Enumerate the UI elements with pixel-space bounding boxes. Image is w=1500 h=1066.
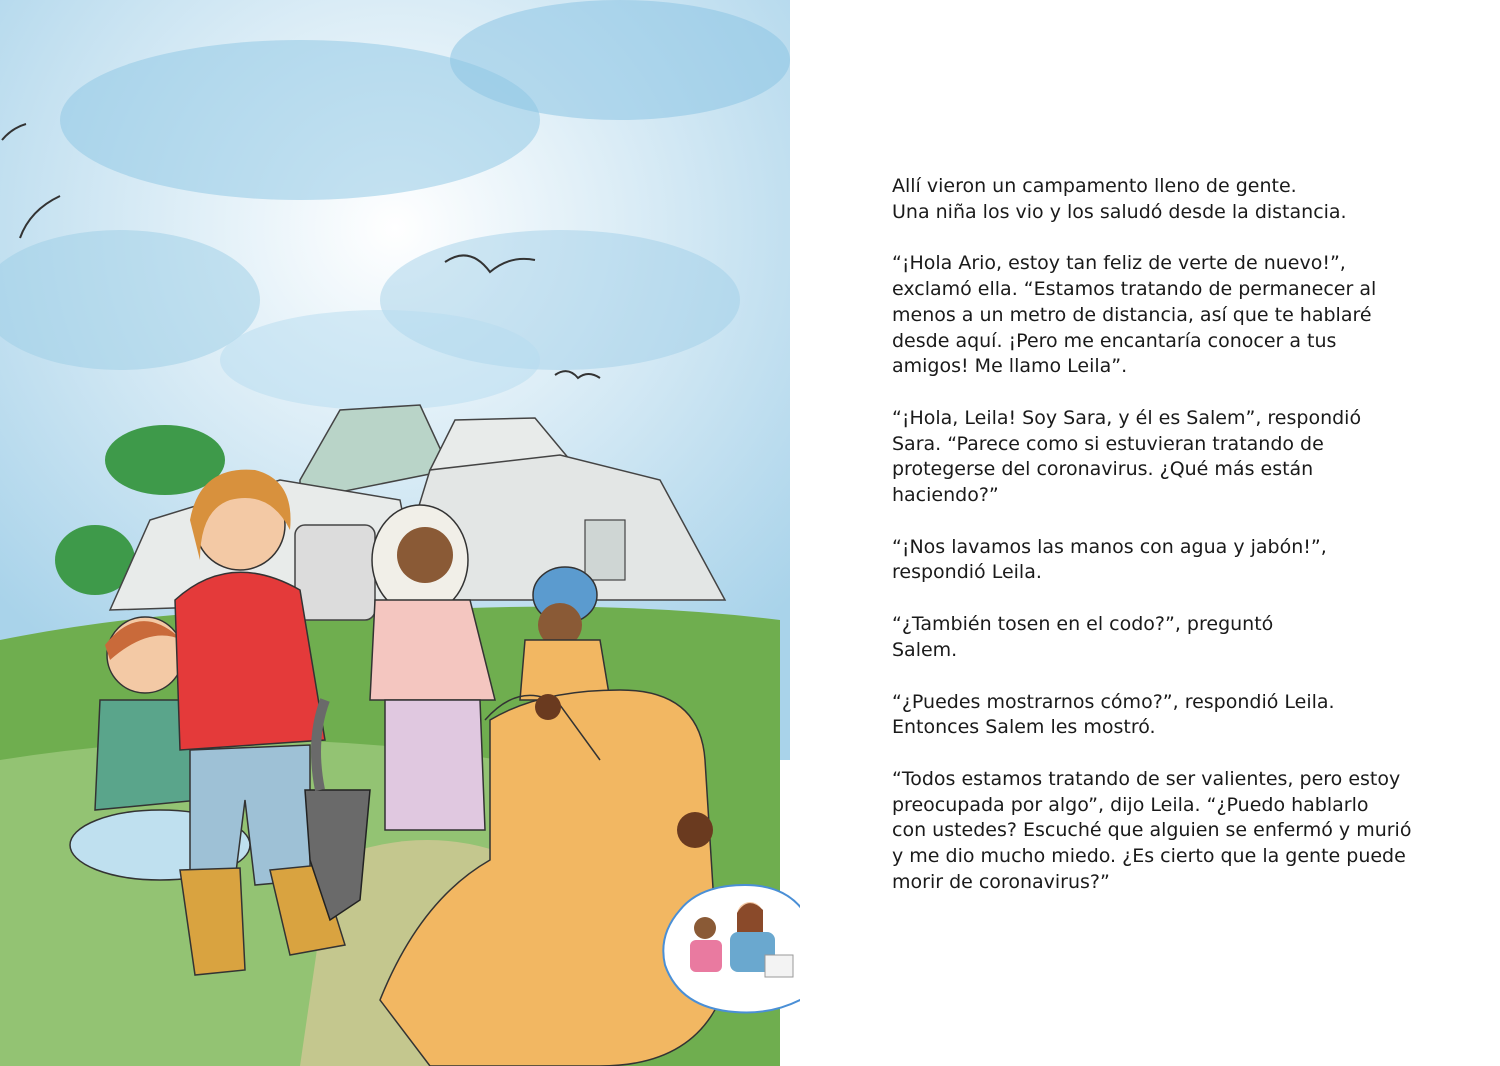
bubble-child-body <box>690 940 722 972</box>
sky-wash <box>220 310 540 410</box>
bubble-child-head <box>694 917 716 939</box>
water-tank <box>295 525 375 620</box>
leila-face <box>397 527 453 583</box>
text-line: exclamó ella. “Estamos tratando de permanecer al <box>892 278 1377 301</box>
paragraph <box>892 406 1452 509</box>
paragraph <box>892 612 1452 663</box>
text-line: Salem. <box>892 638 958 661</box>
text-line: Allí vieron un campamento lleno de gente. <box>892 175 1297 197</box>
text-line: desde aquí. ¡Pero me encantaría conocer a tus <box>892 329 1337 352</box>
bubble-paper <box>765 955 793 977</box>
paragraph <box>892 174 1452 225</box>
text-line: Sara. “Parece como si estuvieran tratando de <box>892 432 1324 455</box>
salem-hair <box>677 812 713 848</box>
text-line: con ustedes? Escuché que alguien se enfermó y murió <box>892 819 1412 842</box>
text-line: “¡Hola, Leila! Soy Sara, y él es Salem”, respondió <box>892 406 1362 429</box>
paragraph <box>892 690 1452 741</box>
sky-wash <box>450 0 790 120</box>
text-line: “Todos estamos tratando de ser valientes, pero estoy <box>892 767 1401 790</box>
text-line: “¡Nos lavamos las manos con agua y jabón!”, <box>892 535 1327 558</box>
text-line: “¿También tosen en el codo?”, preguntó <box>892 613 1274 636</box>
text-line: Entonces Salem les mostró. <box>892 716 1156 739</box>
salem-hair <box>535 694 561 720</box>
text-line: protegerse del coronavirus. ¿Qué más están <box>892 458 1314 481</box>
story-text <box>892 174 1452 921</box>
bubble-adult-hair <box>737 903 763 935</box>
text-line: haciendo?” <box>892 484 999 507</box>
text-line: “¡Hola Ario, estoy tan feliz de verte de nuevo!”, <box>892 252 1346 275</box>
text-line: “¿Puedes mostrarnos cómo?”, respondió Leila. <box>892 690 1335 713</box>
text-line: amigos! Me llamo Leila”. <box>892 355 1128 378</box>
text-line: y me dio mucho miedo. ¿Es cierto que la gente puede <box>892 845 1406 868</box>
paragraph <box>892 767 1452 896</box>
text-line: morir de coronavirus?” <box>892 870 1110 893</box>
text-line: respondió Leila. <box>892 561 1042 584</box>
paragraph <box>892 251 1452 380</box>
paragraph <box>892 535 1452 586</box>
tent-door <box>585 520 625 580</box>
leila-skirt <box>385 700 485 830</box>
text-line: Una niña los vio y los saludó desde la distancia. <box>892 200 1347 223</box>
text-line: menos a un metro de distancia, así que te hablaré <box>892 303 1372 326</box>
text-line: preocupada por algo”, dijo Leila. “¿Puedo hablarlo <box>892 793 1369 816</box>
